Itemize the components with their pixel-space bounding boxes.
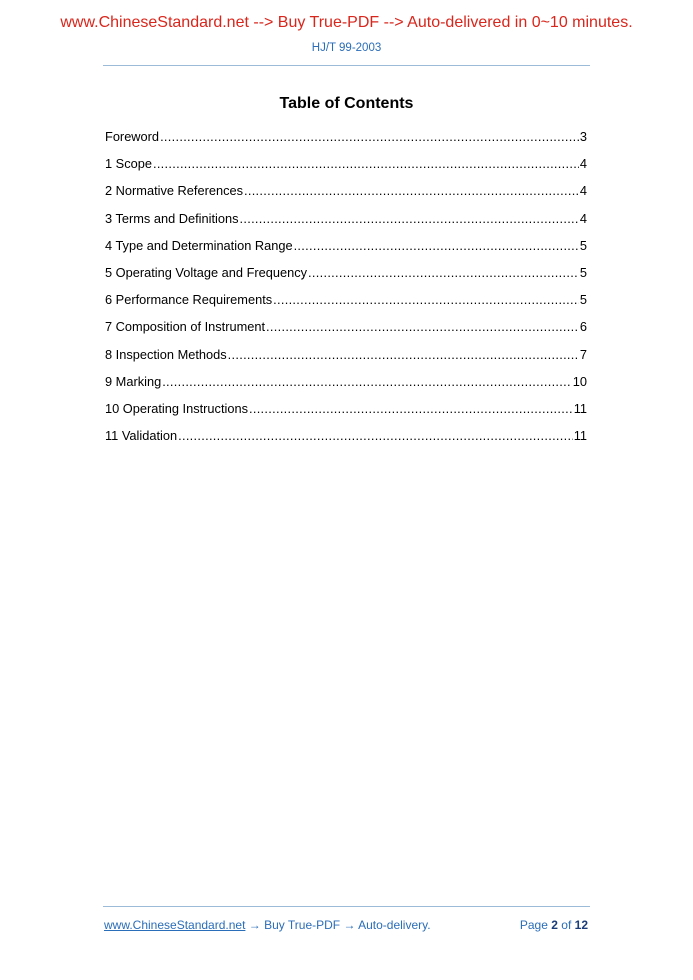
toc-entry-label: Foreword	[105, 129, 160, 144]
toc-entry-label: 4 Type and Determination Range	[105, 237, 293, 253]
header-divider	[103, 65, 590, 66]
dot-leader	[244, 182, 579, 200]
toc-entry-label: 6 Performance Requirements	[105, 292, 273, 308]
toc-entry-page: 5	[579, 237, 587, 253]
footer-text: → Buy True-PDF → Auto-delivery.	[245, 918, 431, 932]
toc-entry-label: 3 Terms and Definitions	[105, 210, 239, 226]
dot-leader	[162, 373, 572, 391]
dot-leader	[228, 346, 579, 364]
toc-entry[interactable]	[105, 400, 587, 427]
toc-entry-page: 5	[579, 264, 587, 280]
page-total: 12	[574, 918, 588, 932]
toc-entry[interactable]	[105, 128, 587, 155]
page-footer	[104, 918, 588, 932]
dot-leader	[160, 128, 579, 146]
of-word: of	[561, 918, 572, 932]
standard-code: HJ/T 99-2003	[311, 42, 382, 54]
toc-entry[interactable]	[105, 318, 587, 345]
footer-divider	[103, 906, 590, 907]
toc-entry-label: 10 Operating Instructions	[105, 400, 248, 416]
toc-entry-page: 4	[579, 210, 587, 226]
toc-entry-page: 6	[579, 319, 587, 335]
page-current: 2	[551, 918, 558, 932]
toc-entry[interactable]	[105, 264, 587, 291]
toc-entry-page: 3	[579, 129, 587, 144]
toc-entry-label: 2 Normative References	[105, 183, 243, 199]
toc-entry-page: 11	[573, 428, 587, 444]
dot-leader	[273, 291, 579, 309]
toc-entry-label: 5 Operating Voltage and Frequency	[105, 264, 308, 280]
dot-leader	[178, 427, 573, 445]
dot-leader	[240, 210, 579, 228]
toc-entry-page: 4	[579, 183, 587, 199]
dot-leader	[153, 155, 579, 173]
toc-entry-page: 4	[579, 156, 587, 172]
toc-entry[interactable]	[105, 155, 587, 182]
page-word: Page	[519, 918, 548, 932]
toc-entry-page: 7	[579, 346, 587, 362]
toc-entry-label: 11 Validation	[105, 428, 178, 444]
promo-banner[interactable]: www.ChineseStandard.net --> Buy True-PDF --> Auto-delivered in 0~10 minutes.	[60, 14, 633, 31]
toc-entry[interactable]	[105, 346, 587, 373]
toc-entry[interactable]	[105, 291, 587, 318]
toc-entry-label: 9 Marking	[105, 373, 162, 389]
toc-entry[interactable]	[105, 373, 587, 400]
toc-entry-label: 7 Composition of Instrument	[105, 319, 266, 335]
toc-entry[interactable]	[105, 210, 587, 237]
dot-leader	[266, 318, 579, 336]
dot-leader	[249, 400, 573, 418]
toc-entry[interactable]	[105, 237, 587, 264]
toc-entry-label: 1 Scope	[105, 156, 152, 172]
table-of-contents	[105, 128, 587, 454]
toc-entry[interactable]	[105, 182, 587, 209]
toc-title: Table of Contents	[279, 95, 414, 112]
toc-entry-page: 11	[573, 400, 587, 416]
toc-entry[interactable]	[105, 427, 587, 454]
footer-link[interactable]: www.ChineseStandard.net	[104, 918, 246, 932]
toc-entry-page: 5	[579, 292, 587, 308]
page-counter	[520, 918, 588, 932]
dot-leader	[308, 264, 579, 282]
toc-entry-page: 10	[572, 373, 587, 389]
dot-leader	[294, 237, 579, 255]
toc-entry-label: 8 Inspection Methods	[105, 346, 227, 362]
